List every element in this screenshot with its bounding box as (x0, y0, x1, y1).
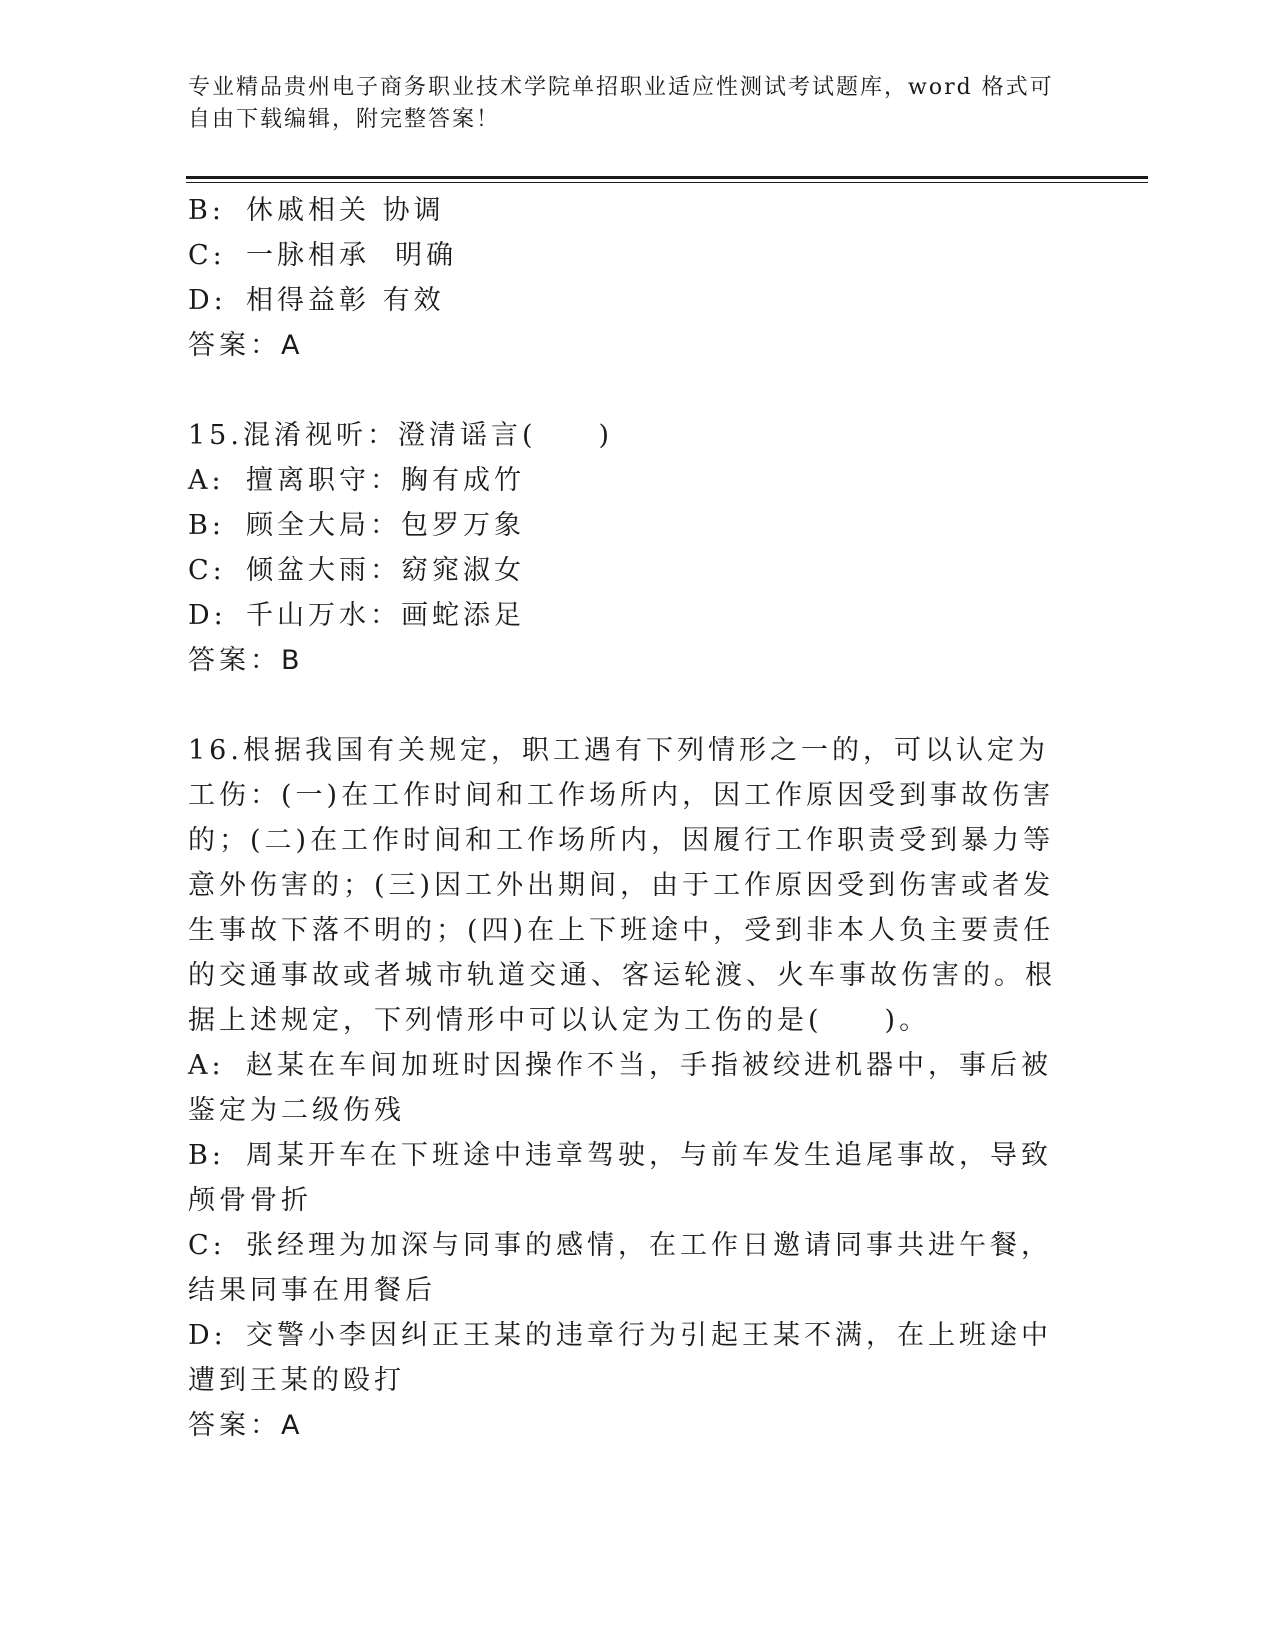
option-text: 赵某在车间加班时因操作不当，手指被绞进机器中，事后被鉴定为二级伤残 (188, 1050, 1052, 1126)
q15-answer: 答案：B (188, 645, 304, 676)
q16-option-a (188, 1043, 1068, 1133)
option-text: 千山万水：画蛇添足 (246, 600, 525, 631)
option-key: D: (188, 285, 227, 316)
option-key: A: (188, 465, 225, 496)
q15-stem: 15.混淆视听：澄清谣言( ) (188, 420, 614, 451)
option-key: D: (188, 1320, 227, 1351)
option-text: 倾盆大雨：窈窕淑女 (246, 555, 525, 586)
option-key: C: (188, 240, 226, 271)
option-text: 一脉相承 明确 (246, 240, 458, 271)
q15-option-d (188, 593, 1068, 638)
option-key: B: (188, 510, 225, 541)
option-text: 休戚相关 协调 (246, 195, 445, 226)
prev-option-b (188, 188, 1068, 233)
option-text: 擅离职守：胸有成竹 (246, 465, 525, 496)
option-key: B: (188, 195, 225, 226)
option-text: 顾全大局：包罗万象 (246, 510, 525, 541)
option-key: B: (188, 1140, 225, 1171)
spacer (188, 368, 1068, 413)
q15-option-b (188, 503, 1068, 548)
header-line-2: 自由下载编辑，附完整答案！ (188, 107, 501, 132)
option-text: 张经理为加深与同事的感情，在工作日邀请同事共进午餐，结果同事在用餐后 (188, 1230, 1052, 1306)
spacer (188, 683, 1068, 728)
q15-option-c (188, 548, 1068, 593)
option-key: C: (188, 1230, 226, 1261)
option-text: 周某开车在下班途中违章驾驶，与前车发生追尾事故，导致颅骨骨折 (188, 1140, 1052, 1216)
option-key: D: (188, 600, 227, 631)
q16-option-d (188, 1313, 1068, 1403)
q16-option-b (188, 1133, 1068, 1223)
q16-stem: 16.根据我国有关规定，职工遇有下列情形之一的，可以认定为工伤：(一)在工作时间和工作场所内，因工作原因受到事故伤害的；(二)在工作时间和工作场所内，因履行工作职责受到暴力等意外伤害的；(三)因工外出期间，由于工作原因受到伤害或者发生事故下落不明的；(四)在上下班途中，受到非本人负主要责任的交通事故或者城市轨道交通、客运轮渡、火车事故伤害的。根据上述规定，下列情形中可以认定为工伤的是( )。 (188, 735, 1056, 1036)
header-divider-thick (186, 176, 1148, 179)
q16-answer: 答案：A (188, 1410, 304, 1441)
page-header (188, 72, 1068, 136)
option-key: C: (188, 555, 226, 586)
prev-answer: 答案：A (188, 330, 304, 361)
option-text: 交警小李因纠正王某的违章行为引起王某不满，在上班途中遭到王某的殴打 (188, 1320, 1052, 1396)
option-key: A: (188, 1050, 225, 1081)
header-divider-thin (186, 182, 1148, 183)
header-line-1: 专业精品贵州电子商务职业技术学院单招职业适应性测试考试题库，word 格式可 (188, 75, 1054, 100)
option-text: 相得益彰 有效 (246, 285, 445, 316)
prev-option-c (188, 233, 1068, 278)
document-body (188, 188, 1068, 1448)
prev-option-d (188, 278, 1068, 323)
q15-option-a (188, 458, 1068, 503)
q16-option-c (188, 1223, 1068, 1313)
